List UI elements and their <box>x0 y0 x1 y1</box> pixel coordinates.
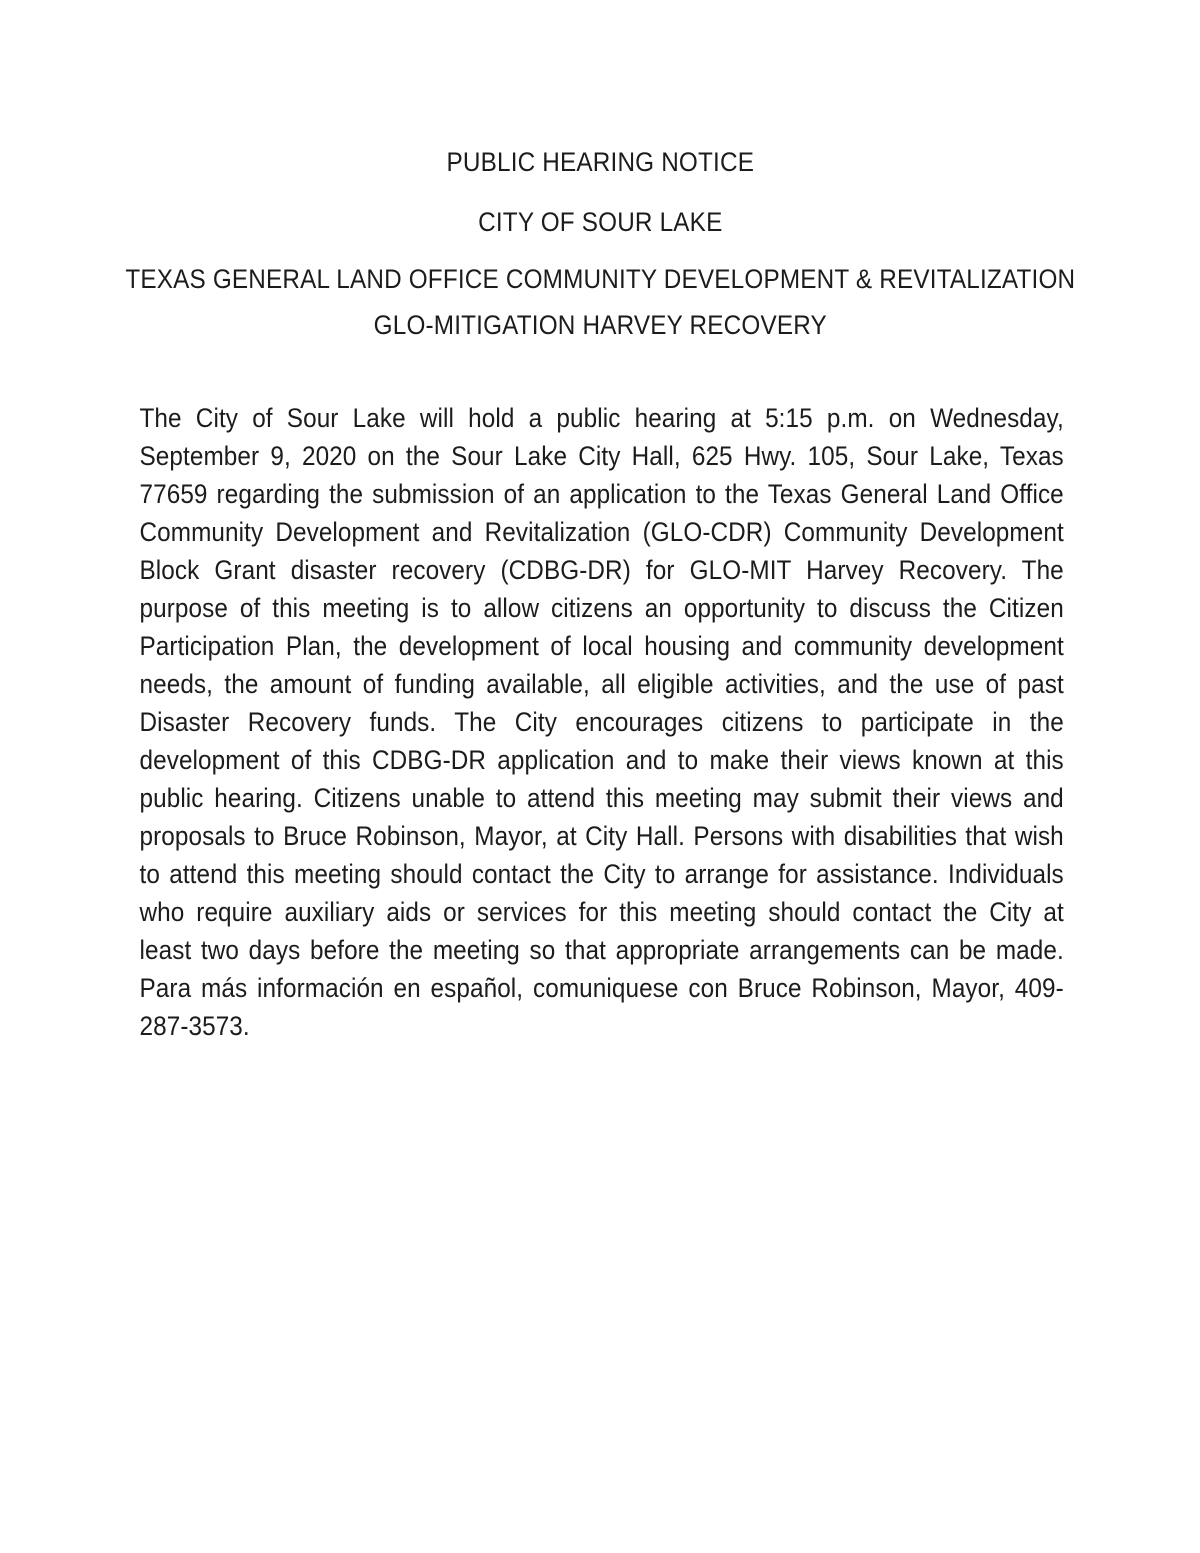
program-heading: GLO-MITIGATION HARVEY RECOVERY <box>373 310 827 340</box>
city-name-heading: CITY OF SOUR LAKE <box>478 207 723 237</box>
notice-body-paragraph: The City of Sour Lake will hold a public hearing at 5:15 p.m. on Wednesday, September 9, 2020 on the Sour Lake City Hall, 625 Hwy. 105, Sour Lake, Texas 77659 regarding the submission of an application to the Texas General Land Office Community Development and Revitalization (GLO-CDR) Community Development Block Grant disaster recovery (CDBG-DR) for GLO-MIT Harvey Recovery. The purpose of this meeting is to allow citizens an opportunity to discuss the Citizen Participation Plan, the development of local housing and community development needs, the amount of funding available, all eligible activities, and the use of past Disaster Recovery funds. The City encourages citizens to participate in the development of this CDBG-DR application and to make their views known at this public hearing. Citizens unable to attend this meeting may submit their views and proposals to Bruce Robinson, Mayor, at City Hall. Persons with disabilities that wish to attend this meeting should contact the City to arrange for assistance. Individuals who require auxiliary aids or services for this meeting should contact the City at least two days before the meeting so that appropriate arrangements can be made. Para más información en español, comuniquese con Bruce Robinson, Mayor, 409-287-3573. <box>139 403 1064 1041</box>
notice-title: PUBLIC HEARING NOTICE <box>446 147 755 177</box>
agency-heading: TEXAS GENERAL LAND OFFICE COMMUNITY DEVELOPMENT & REVITALIZATION <box>125 264 1076 294</box>
